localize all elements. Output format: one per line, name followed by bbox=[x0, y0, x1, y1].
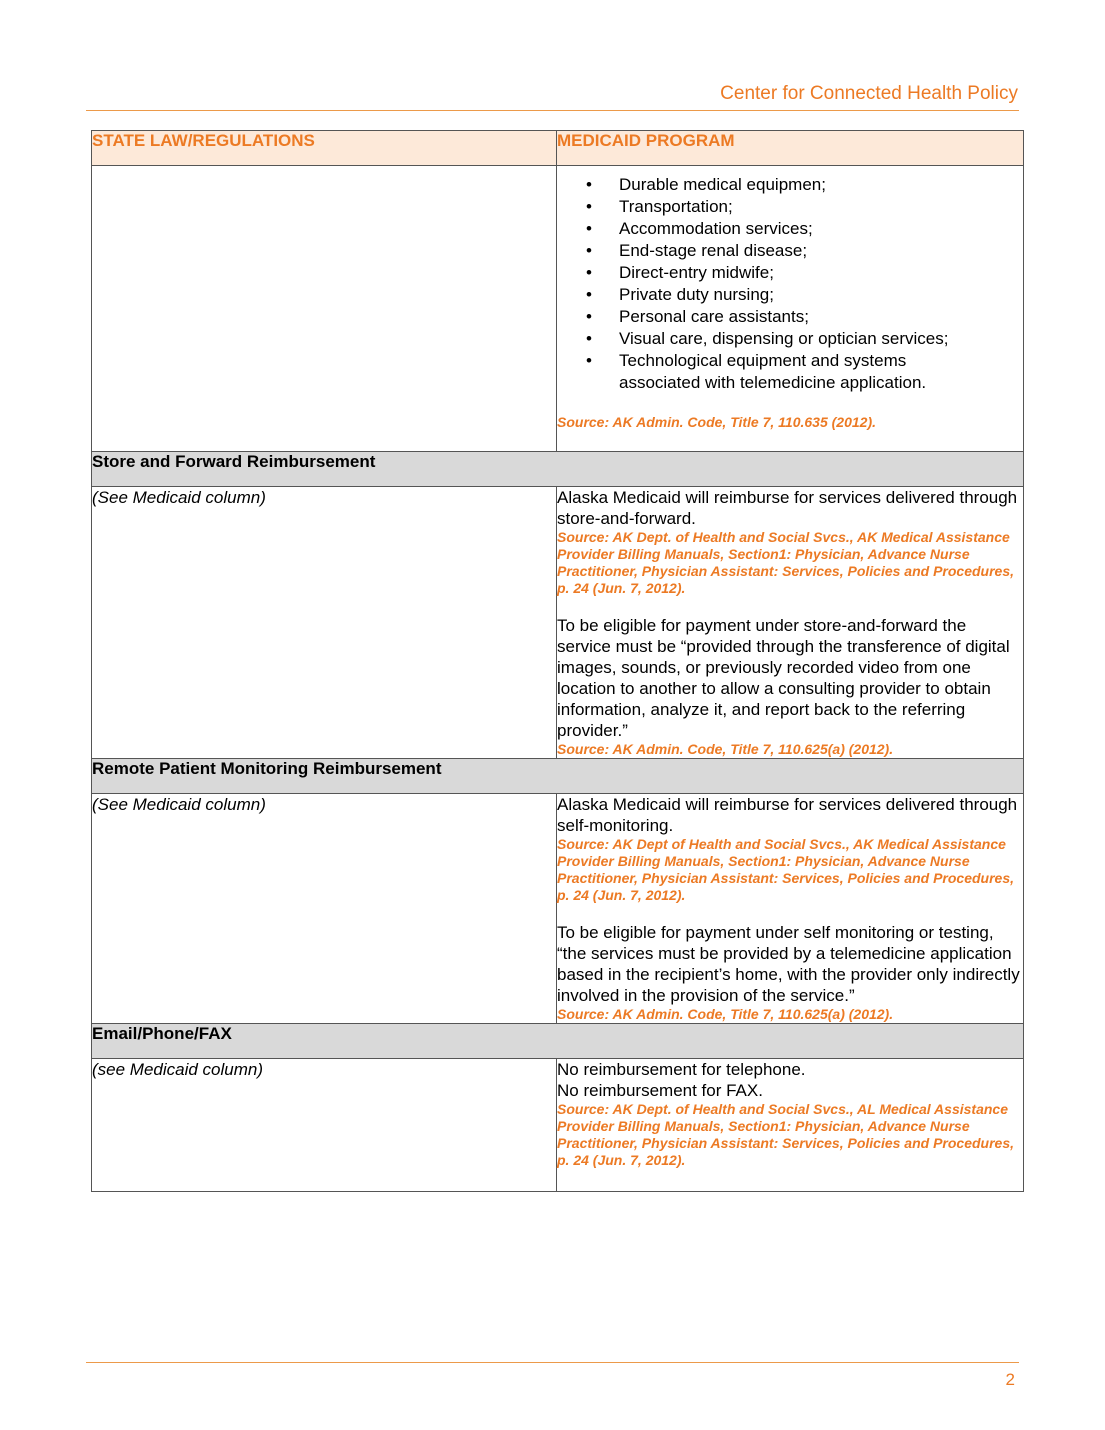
medicaid-cell-email-phone-fax bbox=[557, 1059, 1024, 1192]
paragraph: To be eligible for payment under store-and-forward the service must be “provided through the transference of digital images, sounds, or previously recorded video from one location to another to allow a consulting provider to obtain information, analyze it, and report back to the referring provider.” bbox=[557, 616, 1010, 740]
paragraph: Alaska Medicaid will reimburse for services delivered through store-and-forward. bbox=[557, 488, 1018, 528]
list-item: • End-stage renal disease; bbox=[619, 240, 1023, 262]
paragraph: No reimbursement for FAX. bbox=[557, 1081, 763, 1100]
page-number: 2 bbox=[1005, 1370, 1015, 1389]
covered-services-list bbox=[557, 174, 1023, 394]
document-header-title: Center for Connected Health Policy bbox=[720, 83, 1018, 104]
list-item: • Visual care, dispensing or optician services; bbox=[619, 328, 1023, 350]
footer-divider bbox=[86, 1362, 1019, 1363]
column-header-state-law: STATE LAW/REGULATIONS bbox=[92, 131, 557, 166]
list-item: • Personal care assistants; bbox=[619, 306, 1023, 328]
paragraph: To be eligible for payment under self monitoring or testing, “the services must be provided by a telemedicine application based in the recipient’s home, with the provider only indirectly involved in the provision of the service.” bbox=[557, 923, 1020, 1005]
source-citation: Source: AK Dept. of Health and Social Svcs., AL Medical Assistance Provider Billing Manuals, Section1: Physician, Advance Nurse Practitioner, Physician Assistant: Services, Policies and Procedures, p. 24 (Jun. 7, 2012). bbox=[557, 1101, 1015, 1168]
list-item: • Accommodation services; bbox=[619, 218, 1023, 240]
table-header-row bbox=[92, 131, 1024, 166]
table-row-continued bbox=[92, 166, 1024, 452]
source-citation: Source: AK Admin. Code, Title 7, 110.635 (2012). bbox=[557, 414, 876, 430]
state-law-cell: (See Medicaid column) bbox=[92, 487, 557, 759]
medicaid-cell-store-forward bbox=[557, 487, 1024, 759]
list-item: • Private duty nursing; bbox=[619, 284, 1023, 306]
source-citation: Source: AK Dept of Health and Social Svcs., AK Medical Assistance Provider Billing Manuals, Section1: Physician, Advance Nurse Practitioner, Physician Assistant: Services, Policies and Procedures, p. 24 (Jun. 7, 2012). bbox=[557, 836, 1015, 903]
state-law-cell: (see Medicaid column) bbox=[92, 1059, 557, 1192]
table-row-store-forward bbox=[92, 487, 1024, 759]
section-heading-email-phone-fax: Email/Phone/FAX bbox=[92, 1024, 1024, 1059]
section-heading-store-forward: Store and Forward Reimbursement bbox=[92, 452, 1024, 487]
source-citation: Source: AK Admin. Code, Title 7, 110.625(a) (2012). bbox=[557, 741, 894, 757]
section-row-remote-monitoring bbox=[92, 759, 1024, 794]
paragraph: Alaska Medicaid will reimburse for services delivered through self-monitoring. bbox=[557, 795, 1018, 835]
list-item: • Direct-entry midwife; bbox=[619, 262, 1023, 284]
source-citation: Source: AK Dept. of Health and Social Svcs., AK Medical Assistance Provider Billing Manuals, Section1: Physician, Advance Nurse Practitioner, Physician Assistant: Services, Policies and Procedures, p. 24 (Jun. 7, 2012). bbox=[557, 529, 1015, 596]
list-item: • Technological equipment and systems associated with telemedicine application. bbox=[619, 350, 1023, 394]
policy-table bbox=[91, 130, 1024, 1192]
section-heading-remote-monitoring: Remote Patient Monitoring Reimbursement bbox=[92, 759, 1024, 794]
section-row-email-phone-fax bbox=[92, 1024, 1024, 1059]
section-row-store-forward bbox=[92, 452, 1024, 487]
header-divider bbox=[86, 110, 1019, 111]
medicaid-cell-continued bbox=[557, 166, 1024, 452]
paragraph: No reimbursement for telephone. bbox=[557, 1060, 806, 1079]
source-citation: Source: AK Admin. Code, Title 7, 110.625(a) (2012). bbox=[557, 1006, 894, 1022]
state-law-cell: (See Medicaid column) bbox=[92, 794, 557, 1024]
state-law-cell-empty bbox=[92, 166, 557, 452]
list-item: • Durable medical equipmen; bbox=[619, 174, 1023, 196]
table-row-email-phone-fax bbox=[92, 1059, 1024, 1192]
column-header-medicaid: MEDICAID PROGRAM bbox=[557, 131, 1024, 166]
table-row-remote-monitoring bbox=[92, 794, 1024, 1024]
list-item: • Transportation; bbox=[619, 196, 1023, 218]
medicaid-cell-remote-monitoring bbox=[557, 794, 1024, 1024]
